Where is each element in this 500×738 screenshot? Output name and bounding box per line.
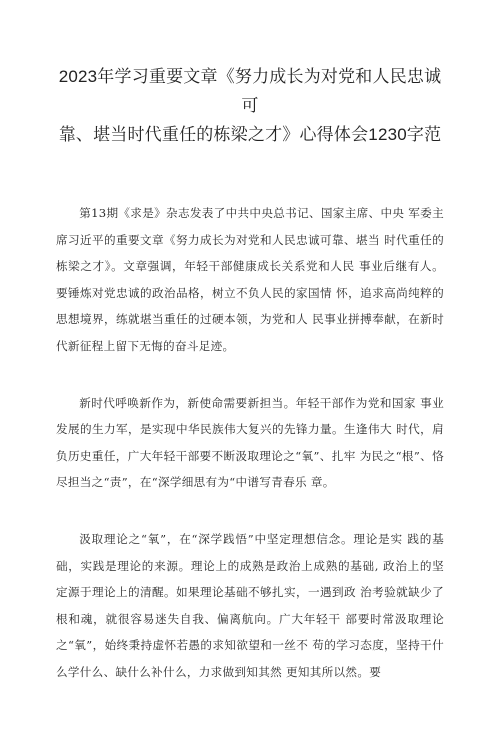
title-line-1: 2023年学习重要文章《努力成长为对党和人民忠诚可 — [58, 67, 442, 115]
document-title — [56, 62, 444, 149]
document-body — [56, 200, 444, 686]
paragraph-3: 汲取理论之“氧”，在“深学践悟”中坚定理想信念。理论是实 践的基础，实践是理论的来源。理论上的成熟是政治上成熟的基础, 政治上的坚定源于理论上的清醒。如果理论基础不够扎实，一遇到政 治考验就缺少了根和魂，就很容易迷失自我、偏离航向。广大年轻干 部要时常汲取理论之“氧”，始终秉持虚怀若愚的求知欲望和一丝不 苟的学习态度，坚持干什么学什么、缺什么补什么，力求做到知其然 更知其所以然。要 — [56, 531, 444, 679]
paragraph-1: 第13期《求是》杂志发表了中共中央总书记、国家主席、中央 军委主席习近平的重要文章《努力成长为对党和人民忠诚可靠、堪当 时代重任的栋梁之才》。文章强调，年轻干部健康成长关系党和人民 事业后继有人。要锤炼对党忠诚的政治品格，树立不负人民的家国情 怀，追求高尚纯粹的思想境界，练就堪当重任的过硬本领，为党和人 民事业拼搏奉献，在新时代新征程上留下无悔的奋斗足迹。 — [56, 206, 444, 353]
title-line-2: 靠、堪当时代重任的栋梁之才》心得体会1230字范 — [58, 125, 442, 144]
paragraph-2: 新时代呼唤新作为，新使命需要新担当。年轻干部作为党和国家 事业发展的生力军，是实现中华民族伟大复兴的先锋力量。生逢伟大 时代，肩负历史重任，广大年轻干部要不断汲取理论之“氧”、扎牢 为民之“根”、恪尽担当之“责”，在“深学细思有为“中谱写青春乐 章。 — [56, 395, 444, 490]
